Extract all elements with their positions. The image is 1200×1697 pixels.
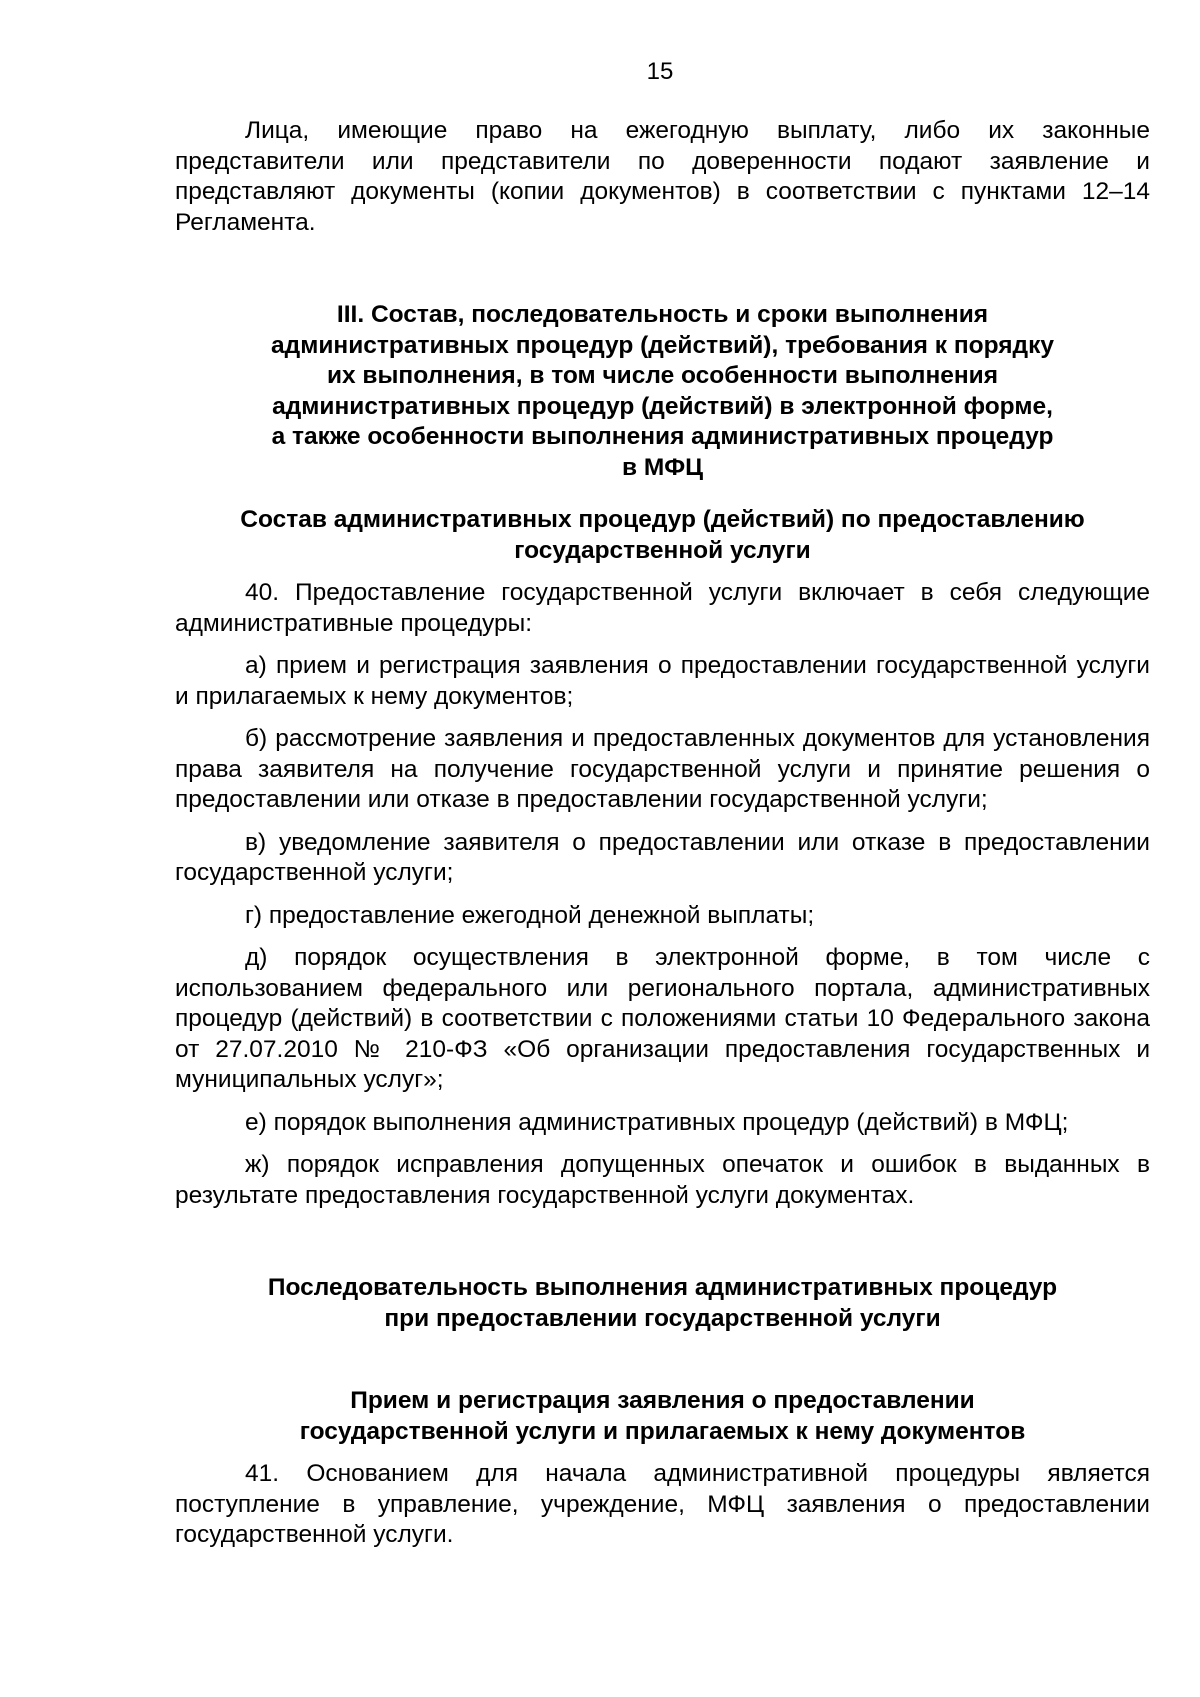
- procedure-item-v: в) уведомление заявителя о предоставлении или отказе в предоставлении государственной услуги;: [175, 828, 1150, 886]
- section-heading-line: административных процедур (действий) в электронной форме,: [272, 392, 1053, 420]
- procedure-item-zh: ж) порядок исправления допущенных опечаток и ошибок в выданных в результате предоставления государственной услуги документах.: [175, 1151, 1150, 1209]
- subheading-line: государственной услуги: [514, 536, 811, 564]
- section-heading-line: III. Состав, последовательность и сроки выполнения: [336, 301, 989, 328]
- procedure-item-g: г) предоставление ежегодной денежной выплаты;: [245, 901, 815, 929]
- section-heading: [175, 300, 1150, 483]
- subheading-reception: [175, 1386, 1150, 1447]
- procedure-item-e: е) порядок выполнения административных процедур (действий) в МФЦ;: [245, 1108, 1069, 1136]
- subheading-line: государственной услуги и прилагаемых к нему документов: [299, 1417, 1026, 1445]
- section-heading-line: административных процедур (действий), требования к порядку: [271, 331, 1054, 359]
- procedure-item-b: б) рассмотрение заявления и предоставленных документов для установления права заявителя на получение государственной услуги и принятие решения о предоставлении или отказе в предоставлении государственной услуги;: [175, 725, 1150, 813]
- subheading-line: при предоставлении государственной услуги: [384, 1304, 941, 1332]
- item-41-paragraph: 41. Основанием для начала административной процедуры является поступление в управление, учреждение, МФЦ заявления о предоставлении государственной услуги.: [175, 1460, 1150, 1548]
- section-heading-line: в МФЦ: [621, 453, 704, 481]
- subheading-line: Последовательность выполнения административных процедур: [267, 1274, 1058, 1301]
- procedure-item-d: д) порядок осуществления в электронной форме, в том числе с использованием федерального или регионального портала, административных процедур (действий) в соответствии с положениями статьи 10 Федерального закона от 27.07.2010 № 210-ФЗ «Об организации предоставления государственных и муниципальных услуг»;: [175, 944, 1150, 1093]
- page-content: [175, 116, 1150, 1551]
- section-heading-line: их выполнения, в том числе особенности выполнения: [326, 362, 999, 389]
- subheading-composition: [175, 505, 1150, 566]
- page-number: 15: [646, 58, 674, 85]
- procedure-item-a: а) прием и регистрация заявления о предоставлении государственной услуги и прилагаемых к нему документов;: [175, 652, 1150, 710]
- subheading-sequence: [175, 1273, 1150, 1334]
- section-heading-line: а также особенности выполнения административных процедур: [271, 423, 1054, 450]
- intro-paragraph: Лица, имеющие право на ежегодную выплату, либо их законные представители или представители по доверенности подают заявление и представляют документы (копии документов) в соответствии с пунктами 12–14 Регламента.: [175, 117, 1150, 236]
- subheading-line: Состав административных процедур (действий) по предоставлению: [240, 506, 1085, 533]
- item-40-paragraph: 40. Предоставление государственной услуги включает в себя следующие административные процедуры:: [175, 579, 1150, 637]
- subheading-line: Прием и регистрация заявления о предоставлении: [350, 1387, 975, 1414]
